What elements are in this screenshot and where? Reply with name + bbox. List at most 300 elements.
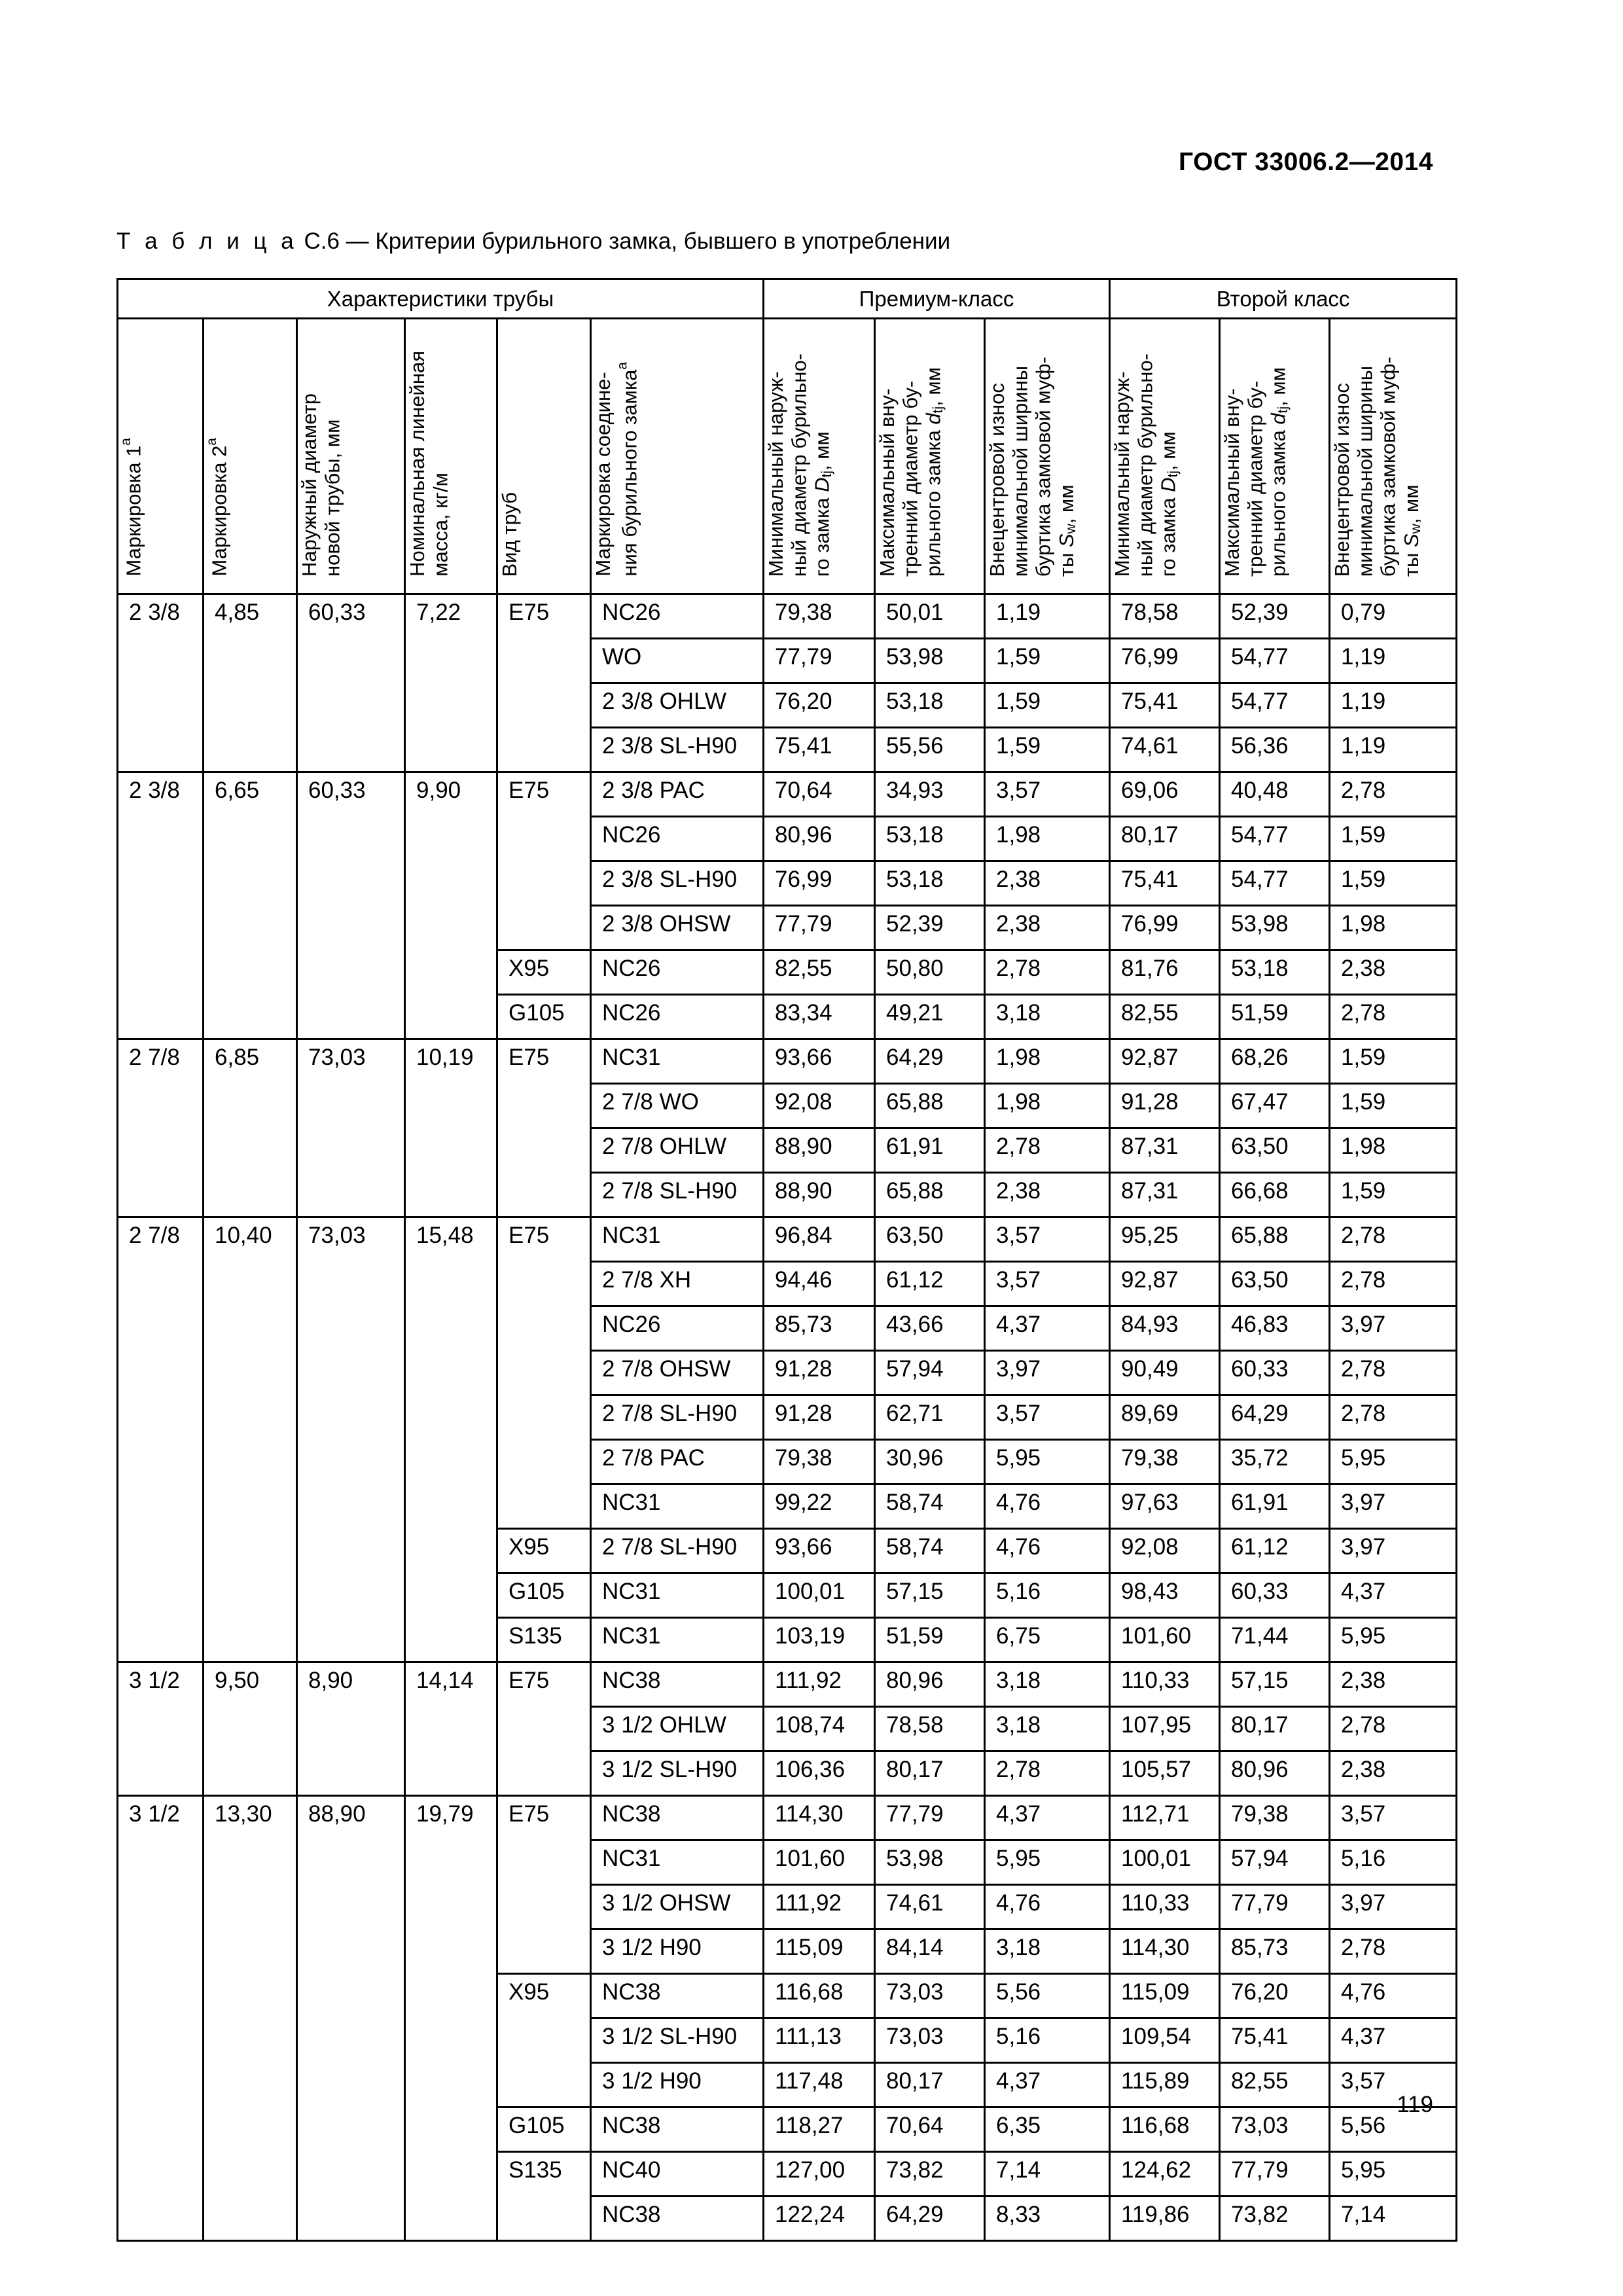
cell-premium-min-od: 70,64 — [764, 772, 875, 817]
col-header-od-new: Наружный диаметр новой трубы, мм — [297, 319, 405, 594]
cell-premium-wear: 4,37 — [985, 2063, 1110, 2108]
table-row — [118, 1128, 1457, 1173]
group-header-second: Второй класс — [1110, 279, 1457, 319]
cell-second-wear: 2,38 — [1330, 1662, 1457, 1707]
cell-premium-min-od: 122,24 — [764, 2197, 875, 2241]
cell-premium-max-id: 80,17 — [875, 1751, 985, 1796]
cell-premium-max-id: 53,98 — [875, 639, 985, 683]
cell-mass — [405, 995, 497, 1039]
table-caption — [116, 228, 950, 255]
cell-premium-min-od: 85,73 — [764, 1306, 875, 1351]
cell-grade — [497, 1351, 591, 1395]
cell-second-wear: 3,57 — [1330, 2063, 1457, 2108]
cell-connection: 2 7/8 SL-H90 — [591, 1173, 764, 1217]
cell-mass — [405, 1173, 497, 1217]
cell-mark1 — [118, 1707, 204, 1751]
cell-second-wear: 1,59 — [1330, 1173, 1457, 1217]
cell-premium-max-id: 49,21 — [875, 995, 985, 1039]
table-row — [118, 1529, 1457, 1573]
cell-mark2 — [204, 1084, 297, 1128]
table-row — [118, 1395, 1457, 1440]
cell-connection: NC31 — [591, 1573, 764, 1618]
cell-premium-min-od: 94,46 — [764, 1262, 875, 1306]
cell-second-min-od: 115,89 — [1110, 2063, 1220, 2108]
cell-grade — [497, 1173, 591, 1217]
cell-premium-wear: 4,76 — [985, 1885, 1110, 1929]
cell-second-min-od: 95,25 — [1110, 1217, 1220, 1262]
cell-premium-wear: 2,38 — [985, 1173, 1110, 1217]
table-row — [118, 1929, 1457, 1974]
table-row — [118, 950, 1457, 995]
cell-premium-wear: 7,14 — [985, 2152, 1110, 2197]
cell-second-wear: 3,97 — [1330, 1529, 1457, 1573]
table-row — [118, 772, 1457, 817]
cell-second-wear: 2,78 — [1330, 1262, 1457, 1306]
cell-grade — [497, 639, 591, 683]
cell-mark2 — [204, 1573, 297, 1618]
cell-grade: E75 — [497, 1796, 591, 1840]
cell-premium-min-od: 116,68 — [764, 1974, 875, 2018]
cell-mark1 — [118, 1929, 204, 1974]
cell-premium-max-id: 62,71 — [875, 1395, 985, 1440]
cell-premium-max-id: 80,96 — [875, 1662, 985, 1707]
table-row — [118, 2108, 1457, 2152]
table-row — [118, 2152, 1457, 2197]
cell-mark1: 2 7/8 — [118, 1217, 204, 1262]
cell-grade — [497, 1929, 591, 1974]
cell-od-new: 8,90 — [297, 1662, 405, 1707]
cell-mark2: 9,50 — [204, 1662, 297, 1707]
cell-connection: 2 3/8 OHLW — [591, 683, 764, 728]
cell-second-min-od: 97,63 — [1110, 1484, 1220, 1529]
cell-mass — [405, 639, 497, 683]
col-header-grade: Вид труб — [497, 319, 591, 594]
cell-mark2 — [204, 683, 297, 728]
cell-mark1 — [118, 1573, 204, 1618]
table-row — [118, 817, 1457, 861]
cell-premium-min-od: 76,20 — [764, 683, 875, 728]
cell-mass — [405, 2063, 497, 2108]
cell-premium-min-od: 92,08 — [764, 1084, 875, 1128]
cell-premium-max-id: 53,98 — [875, 1840, 985, 1885]
cell-grade: E75 — [497, 1217, 591, 1262]
cell-connection: NC31 — [591, 1484, 764, 1529]
cell-grade: E75 — [497, 1039, 591, 1084]
col-header-second-min-od: Минимальный наруж- ный диаметр бурильно- го замка $D_{tj}$, мм — [1110, 319, 1220, 594]
cell-mark1 — [118, 950, 204, 995]
cell-second-wear: 0,79 — [1330, 594, 1457, 639]
cell-grade — [497, 1395, 591, 1440]
cell-premium-min-od: 79,38 — [764, 1440, 875, 1484]
cell-mark2 — [204, 995, 297, 1039]
cell-mark2 — [204, 1840, 297, 1885]
cell-second-max-id: 53,18 — [1220, 950, 1330, 995]
table-row — [118, 1306, 1457, 1351]
cell-connection: NC38 — [591, 2197, 764, 2241]
cell-grade: S135 — [497, 2152, 591, 2197]
cell-second-min-od: 105,57 — [1110, 1751, 1220, 1796]
cell-od-new — [297, 2108, 405, 2152]
table-row — [118, 1440, 1457, 1484]
cell-second-wear: 5,95 — [1330, 1440, 1457, 1484]
cell-second-min-od: 87,31 — [1110, 1173, 1220, 1217]
cell-connection: NC38 — [591, 2108, 764, 2152]
cell-second-max-id: 61,91 — [1220, 1484, 1330, 1529]
cell-second-min-od: 92,87 — [1110, 1039, 1220, 1084]
col-header-premium-wear: Внецентровой износ минимальной ширины буртика замковой муф- ты $S_w$, мм — [985, 319, 1110, 594]
cell-grade: X95 — [497, 1529, 591, 1573]
cell-second-min-od: 90,49 — [1110, 1351, 1220, 1395]
cell-premium-min-od: 75,41 — [764, 728, 875, 772]
cell-premium-wear: 3,18 — [985, 1929, 1110, 1974]
cell-grade — [497, 1440, 591, 1484]
cell-mark2 — [204, 2152, 297, 2197]
cell-mark2 — [204, 1885, 297, 1929]
cell-od-new: 60,33 — [297, 594, 405, 639]
cell-connection: 3 1/2 SL-H90 — [591, 1751, 764, 1796]
cell-grade — [497, 1751, 591, 1796]
cell-od-new — [297, 1573, 405, 1618]
cell-premium-max-id: 53,18 — [875, 861, 985, 906]
cell-premium-max-id: 57,94 — [875, 1351, 985, 1395]
cell-mark2: 6,85 — [204, 1039, 297, 1084]
cell-second-min-od: 75,41 — [1110, 861, 1220, 906]
cell-second-max-id: 79,38 — [1220, 1796, 1330, 1840]
cell-mark2 — [204, 1618, 297, 1662]
cell-mark1 — [118, 861, 204, 906]
cell-mass — [405, 2152, 497, 2197]
group-header-pipe: Характеристики трубы — [118, 279, 764, 319]
cell-mark2 — [204, 1707, 297, 1751]
cell-second-wear: 2,38 — [1330, 950, 1457, 995]
cell-second-max-id: 57,15 — [1220, 1662, 1330, 1707]
cell-connection: 3 1/2 OHLW — [591, 1707, 764, 1751]
cell-premium-wear: 4,76 — [985, 1529, 1110, 1573]
cell-premium-wear: 3,18 — [985, 1662, 1110, 1707]
cell-mass — [405, 1573, 497, 1618]
cell-mass — [405, 1974, 497, 2018]
cell-mark1 — [118, 1440, 204, 1484]
cell-mass — [405, 1084, 497, 1128]
cell-second-wear: 2,78 — [1330, 995, 1457, 1039]
cell-mark1 — [118, 1618, 204, 1662]
cell-second-min-od: 80,17 — [1110, 817, 1220, 861]
cell-second-max-id: 46,83 — [1220, 1306, 1330, 1351]
cell-second-max-id: 54,77 — [1220, 861, 1330, 906]
cell-connection: NC38 — [591, 1796, 764, 1840]
cell-premium-wear: 5,56 — [985, 1974, 1110, 2018]
cell-second-max-id: 52,39 — [1220, 594, 1330, 639]
cell-second-min-od: 76,99 — [1110, 639, 1220, 683]
cell-grade: E75 — [497, 772, 591, 817]
cell-premium-min-od: 108,74 — [764, 1707, 875, 1751]
cell-second-max-id: 51,59 — [1220, 995, 1330, 1039]
cell-mass: 10,19 — [405, 1039, 497, 1084]
cell-connection: 2 3/8 SL-H90 — [591, 861, 764, 906]
page-number: 119 — [1397, 2092, 1433, 2117]
cell-second-min-od: 112,71 — [1110, 1796, 1220, 1840]
cell-second-min-od: 82,55 — [1110, 995, 1220, 1039]
table-row — [118, 2018, 1457, 2063]
cell-mass: 15,48 — [405, 1217, 497, 1262]
cell-connection: NC31 — [591, 1039, 764, 1084]
cell-premium-min-od: 91,28 — [764, 1351, 875, 1395]
cell-second-max-id: 66,68 — [1220, 1173, 1330, 1217]
cell-od-new: 73,03 — [297, 1039, 405, 1084]
cell-od-new: 88,90 — [297, 1796, 405, 1840]
cell-connection: 2 7/8 WO — [591, 1084, 764, 1128]
cell-premium-min-od: 96,84 — [764, 1217, 875, 1262]
cell-second-min-od: 91,28 — [1110, 1084, 1220, 1128]
cell-second-min-od: 124,62 — [1110, 2152, 1220, 2197]
cell-od-new — [297, 2152, 405, 2197]
cell-grade — [497, 2018, 591, 2063]
cell-od-new — [297, 1974, 405, 2018]
cell-second-min-od: 116,68 — [1110, 2108, 1220, 2152]
cell-grade: X95 — [497, 1974, 591, 2018]
cell-mass — [405, 1618, 497, 1662]
cell-premium-min-od: 88,90 — [764, 1173, 875, 1217]
cell-second-max-id: 63,50 — [1220, 1262, 1330, 1306]
cell-mark1 — [118, 1885, 204, 1929]
cell-mark1 — [118, 2152, 204, 2197]
cell-mark2 — [204, 1128, 297, 1173]
cell-premium-min-od: 101,60 — [764, 1840, 875, 1885]
cell-od-new — [297, 1484, 405, 1529]
cell-mark1: 2 7/8 — [118, 1039, 204, 1084]
cell-second-max-id: 75,41 — [1220, 2018, 1330, 2063]
cell-second-max-id: 35,72 — [1220, 1440, 1330, 1484]
cell-second-max-id: 56,36 — [1220, 728, 1330, 772]
cell-premium-min-od: 103,19 — [764, 1618, 875, 1662]
cell-second-wear: 3,97 — [1330, 1306, 1457, 1351]
cell-second-min-od: 119,86 — [1110, 2197, 1220, 2241]
cell-premium-max-id: 51,59 — [875, 1618, 985, 1662]
cell-mark1 — [118, 2108, 204, 2152]
col-header-premium-min-od: Минимальный наруж- ный диаметр бурильно- го замка $D_{tj}$, мм — [764, 319, 875, 594]
table-row — [118, 906, 1457, 950]
cell-grade — [497, 1306, 591, 1351]
cell-grade — [497, 2197, 591, 2241]
cell-premium-wear: 1,98 — [985, 1039, 1110, 1084]
cell-premium-wear: 6,35 — [985, 2108, 1110, 2152]
cell-second-min-od: 115,09 — [1110, 1974, 1220, 2018]
cell-mass — [405, 1440, 497, 1484]
cell-premium-max-id: 77,79 — [875, 1796, 985, 1840]
cell-premium-wear: 2,38 — [985, 906, 1110, 950]
cell-premium-wear: 2,38 — [985, 861, 1110, 906]
cell-mark2: 10,40 — [204, 1217, 297, 1262]
cell-premium-min-od: 127,00 — [764, 2152, 875, 2197]
table-row — [118, 728, 1457, 772]
cell-od-new — [297, 1084, 405, 1128]
cell-od-new — [297, 728, 405, 772]
cell-second-max-id: 64,29 — [1220, 1395, 1330, 1440]
cell-od-new — [297, 1351, 405, 1395]
cell-premium-wear: 3,57 — [985, 772, 1110, 817]
cell-premium-max-id: 58,74 — [875, 1484, 985, 1529]
cell-mark2 — [204, 2063, 297, 2108]
cell-second-min-od: 75,41 — [1110, 683, 1220, 728]
cell-mark1: 3 1/2 — [118, 1796, 204, 1840]
cell-premium-max-id: 65,88 — [875, 1173, 985, 1217]
table-row — [118, 1484, 1457, 1529]
cell-mass: 14,14 — [405, 1662, 497, 1707]
cell-premium-min-od: 99,22 — [764, 1484, 875, 1529]
cell-grade — [497, 1262, 591, 1306]
cell-second-min-od: 92,87 — [1110, 1262, 1220, 1306]
cell-premium-max-id: 34,93 — [875, 772, 985, 817]
cell-premium-max-id: 64,29 — [875, 2197, 985, 2241]
cell-premium-wear: 3,57 — [985, 1217, 1110, 1262]
cell-premium-min-od: 93,66 — [764, 1529, 875, 1573]
cell-premium-min-od: 111,13 — [764, 2018, 875, 2063]
table-row — [118, 995, 1457, 1039]
cell-mark2 — [204, 861, 297, 906]
cell-premium-wear: 3,18 — [985, 995, 1110, 1039]
cell-connection: NC40 — [591, 2152, 764, 2197]
table-row — [118, 861, 1457, 906]
cell-connection: 2 7/8 SL-H90 — [591, 1395, 764, 1440]
table-row — [118, 594, 1457, 639]
cell-mark2: 4,85 — [204, 594, 297, 639]
cell-od-new — [297, 1707, 405, 1751]
cell-od-new — [297, 1128, 405, 1173]
cell-second-min-od: 110,33 — [1110, 1885, 1220, 1929]
cell-premium-min-od: 117,48 — [764, 2063, 875, 2108]
cell-premium-wear: 1,19 — [985, 594, 1110, 639]
cell-second-min-od: 110,33 — [1110, 1662, 1220, 1707]
cell-second-min-od: 109,54 — [1110, 2018, 1220, 2063]
cell-premium-min-od: 91,28 — [764, 1395, 875, 1440]
cell-premium-max-id: 30,96 — [875, 1440, 985, 1484]
cell-grade — [497, 1084, 591, 1128]
cell-grade: G105 — [497, 995, 591, 1039]
cell-mass — [405, 683, 497, 728]
cell-mark1: 2 3/8 — [118, 594, 204, 639]
caption-label: Т а б л и ц а — [116, 228, 298, 254]
cell-od-new — [297, 817, 405, 861]
cell-second-wear: 2,78 — [1330, 772, 1457, 817]
cell-premium-min-od: 88,90 — [764, 1128, 875, 1173]
cell-connection: NC31 — [591, 1618, 764, 1662]
cell-mark1 — [118, 817, 204, 861]
cell-second-wear: 4,76 — [1330, 1974, 1457, 2018]
cell-mark2 — [204, 2018, 297, 2063]
cell-connection: 2 3/8 SL-H90 — [591, 728, 764, 772]
cell-premium-min-od: 83,34 — [764, 995, 875, 1039]
cell-mass: 7,22 — [405, 594, 497, 639]
cell-mark1: 3 1/2 — [118, 1662, 204, 1707]
cell-premium-min-od: 80,96 — [764, 817, 875, 861]
cell-mark1 — [118, 1974, 204, 2018]
cell-mass: 19,79 — [405, 1796, 497, 1840]
cell-second-max-id: 73,82 — [1220, 2197, 1330, 2241]
cell-premium-max-id: 50,80 — [875, 950, 985, 995]
cell-connection: NC26 — [591, 1306, 764, 1351]
cell-mark1 — [118, 1173, 204, 1217]
cell-second-wear: 3,97 — [1330, 1885, 1457, 1929]
cell-second-max-id: 54,77 — [1220, 639, 1330, 683]
cell-grade — [497, 906, 591, 950]
cell-mark2 — [204, 1351, 297, 1395]
cell-premium-wear: 1,59 — [985, 728, 1110, 772]
cell-second-wear: 1,19 — [1330, 639, 1457, 683]
cell-grade — [497, 683, 591, 728]
cell-second-max-id: 63,50 — [1220, 1128, 1330, 1173]
cell-second-min-od: 76,99 — [1110, 906, 1220, 950]
cell-second-min-od: 92,08 — [1110, 1529, 1220, 1573]
cell-mark1 — [118, 1395, 204, 1440]
cell-second-max-id: 53,98 — [1220, 906, 1330, 950]
cell-mark1 — [118, 728, 204, 772]
cell-mark2 — [204, 1484, 297, 1529]
cell-mark1 — [118, 1840, 204, 1885]
cell-premium-max-id: 73,82 — [875, 2152, 985, 2197]
cell-second-wear: 5,56 — [1330, 2108, 1457, 2152]
cell-premium-max-id: 84,14 — [875, 1929, 985, 1974]
cell-connection: NC38 — [591, 1974, 764, 2018]
cell-second-wear: 2,78 — [1330, 1395, 1457, 1440]
cell-second-max-id: 65,88 — [1220, 1217, 1330, 1262]
cell-connection: NC26 — [591, 817, 764, 861]
cell-second-min-od: 87,31 — [1110, 1128, 1220, 1173]
cell-mark1 — [118, 1262, 204, 1306]
cell-connection: 2 3/8 OHSW — [591, 906, 764, 950]
cell-second-min-od: 79,38 — [1110, 1440, 1220, 1484]
cell-mass — [405, 1529, 497, 1573]
cell-mass — [405, 861, 497, 906]
table-row — [118, 1796, 1457, 1840]
cell-od-new — [297, 1751, 405, 1796]
cell-od-new — [297, 2018, 405, 2063]
cell-second-wear: 1,19 — [1330, 683, 1457, 728]
cell-od-new: 60,33 — [297, 772, 405, 817]
group-header-premium: Премиум-класс — [764, 279, 1110, 319]
cell-mark2 — [204, 817, 297, 861]
cell-od-new — [297, 906, 405, 950]
cell-second-min-od: 89,69 — [1110, 1395, 1220, 1440]
cell-second-wear: 2,78 — [1330, 1217, 1457, 1262]
cell-second-wear: 5,95 — [1330, 1618, 1457, 1662]
cell-premium-wear: 5,95 — [985, 1440, 1110, 1484]
cell-mark2 — [204, 950, 297, 995]
col-header-connection: Маркировка соедине- ния бурильного замка$^a$ — [591, 319, 764, 594]
cell-second-wear: 3,97 — [1330, 1484, 1457, 1529]
cell-premium-wear: 3,57 — [985, 1262, 1110, 1306]
cell-od-new — [297, 1885, 405, 1929]
cell-od-new — [297, 950, 405, 995]
cell-second-min-od: 98,43 — [1110, 1573, 1220, 1618]
cell-connection: 3 1/2 SL-H90 — [591, 2018, 764, 2063]
cell-connection: NC26 — [591, 594, 764, 639]
cell-mark2 — [204, 1306, 297, 1351]
cell-mark1: 2 3/8 — [118, 772, 204, 817]
cell-premium-wear: 1,59 — [985, 639, 1110, 683]
cell-second-min-od: 101,60 — [1110, 1618, 1220, 1662]
cell-premium-max-id: 50,01 — [875, 594, 985, 639]
cell-od-new — [297, 1529, 405, 1573]
cell-grade — [497, 1128, 591, 1173]
cell-premium-min-od: 115,09 — [764, 1929, 875, 1974]
cell-mark2 — [204, 1974, 297, 2018]
cell-second-wear: 2,78 — [1330, 1929, 1457, 1974]
cell-second-wear: 2,38 — [1330, 1751, 1457, 1796]
cell-premium-wear: 6,75 — [985, 1618, 1110, 1662]
cell-premium-wear: 2,78 — [985, 1751, 1110, 1796]
cell-second-max-id: 77,79 — [1220, 2152, 1330, 2197]
cell-premium-min-od: 100,01 — [764, 1573, 875, 1618]
